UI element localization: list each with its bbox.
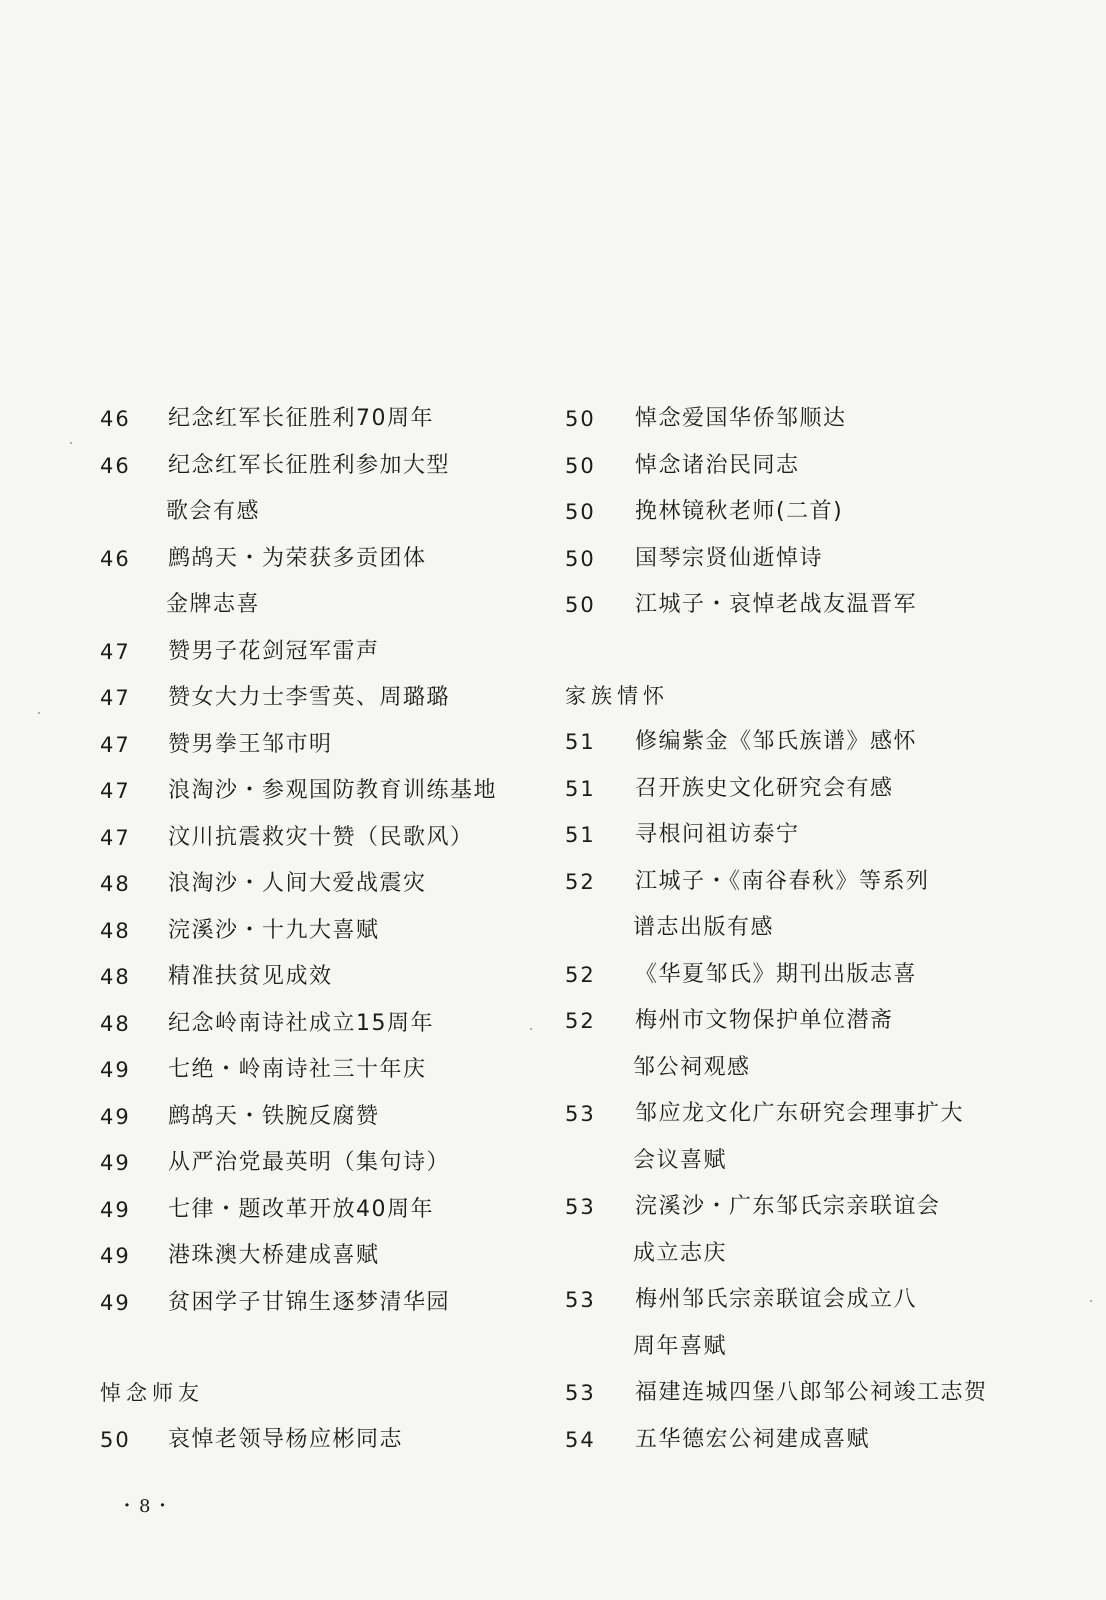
toc-page-number: 48 [100, 918, 131, 943]
toc-title: 五华德宏公祠建成喜赋 [635, 1426, 871, 1452]
toc-title: 纪念岭南诗社成立15周年 [168, 1010, 434, 1036]
toc-title-continuation: 歌会有感 [166, 499, 261, 524]
toc-entry [565, 952, 1015, 999]
toc-page-number: 49 [100, 1058, 131, 1082]
toc-page-number: 54 [565, 1427, 596, 1452]
toc-page-number: 52 [565, 1009, 596, 1033]
toc-title: 赞女大力士李雪英、周璐璐 [168, 685, 451, 710]
toc-entry [100, 1417, 530, 1464]
section-gap [100, 1326, 530, 1370]
toc-entry [565, 1370, 1015, 1417]
toc-page-number: 49 [100, 1290, 131, 1315]
toc-title: 赞男拳王邹市明 [168, 731, 333, 757]
toc-title-continuation: 成立志庆 [633, 1240, 728, 1266]
toc-entry [565, 766, 1015, 813]
toc-title: 七律・题改革开放40周年 [168, 1196, 434, 1222]
toc-entry [565, 489, 1015, 536]
toc-title-continuation: 谱志出版有感 [633, 915, 775, 940]
toc-title: 江城子・哀悼老战友温晋军 [635, 592, 918, 617]
toc-title: 从严治党最英明（集句诗） [168, 1150, 451, 1175]
toc-entry-continuation [565, 1045, 1015, 1092]
toc-title: 鹧鸪天・为荣获多贡团体 [168, 545, 427, 571]
toc-page-number: 50 [100, 1427, 131, 1452]
toc-page-number: 47 [100, 779, 131, 803]
toc-entry [565, 582, 1015, 629]
toc-title: 寻根问祖访泰宁 [635, 822, 800, 847]
toc-title: 悼念诸治民同志 [635, 452, 800, 478]
toc-entry [565, 536, 1015, 583]
toc-entry [565, 396, 1015, 443]
toc-page-number: 50 [565, 500, 596, 524]
toc-title: 浣溪沙・十九大喜赋 [168, 917, 380, 943]
toc-page-number: 49 [100, 1197, 131, 1222]
toc-entry-continuation [565, 1324, 1015, 1371]
toc-entry [100, 861, 530, 908]
toc-entry [565, 998, 1015, 1045]
toc-entry [100, 768, 530, 815]
toc-title: 浪淘沙・人间大爱战震灾 [168, 871, 427, 896]
toc-entry [100, 629, 530, 676]
toc-page-number: 48 [100, 872, 131, 896]
toc-entry [565, 1417, 1015, 1464]
toc-entry [100, 443, 530, 490]
section-heading: 悼念师友 [100, 1381, 204, 1405]
toc-entry [100, 722, 530, 769]
scan-speck [530, 1028, 532, 1030]
page-number: ・8・ [118, 1496, 175, 1517]
toc-title: 纪念红军长征胜利参加大型 [168, 452, 451, 478]
toc-entry [565, 1184, 1015, 1231]
toc-entry-continuation [100, 489, 530, 536]
toc-title: 梅州邹氏宗亲联谊会成立八 [635, 1287, 918, 1312]
toc-page-number: 49 [100, 1244, 131, 1268]
section-gap [565, 629, 1015, 673]
toc-entry [100, 1140, 530, 1187]
toc-entry [565, 443, 1015, 490]
toc-page-number: 47 [100, 732, 131, 757]
toc-title: 贫困学子甘锦生逐梦清华园 [168, 1289, 451, 1315]
toc-left-column [100, 396, 530, 1463]
toc-title: 国琴宗贤仙逝悼诗 [635, 545, 824, 571]
toc-title: 赞男子花剑冠军雷声 [168, 638, 380, 664]
toc-title: 召开族史文化研究会有感 [635, 775, 894, 801]
toc-title-continuation: 周年喜赋 [633, 1333, 728, 1359]
toc-title: 哀悼老领导杨应彬同志 [168, 1426, 404, 1452]
toc-title-continuation: 金牌志喜 [166, 592, 261, 617]
toc-page-number: 47 [100, 639, 131, 664]
toc-page-number: 51 [565, 776, 596, 801]
toc-entry [100, 815, 530, 862]
toc-page-number: 50 [565, 453, 596, 478]
scan-speck [70, 442, 72, 444]
toc-page-number: 53 [565, 1381, 596, 1405]
toc-title: 精准扶贫见成效 [168, 964, 333, 989]
toc-page-number: 51 [565, 823, 596, 847]
toc-entry [100, 1187, 530, 1234]
toc-page-number: 47 [100, 825, 131, 850]
toc-entry-continuation [565, 1231, 1015, 1278]
toc-page-number: 51 [565, 730, 596, 754]
toc-entry [100, 954, 530, 1001]
toc-page-number: 46 [100, 546, 131, 571]
toc-right-column [565, 396, 1015, 1463]
toc-page-number: 50 [565, 407, 596, 431]
toc-entry [100, 1233, 530, 1280]
toc-entry [100, 908, 530, 955]
toc-title: 纪念红军长征胜利70周年 [168, 406, 434, 431]
toc-title: 《华夏邹氏》期刊出版志喜 [635, 961, 918, 987]
toc-entry [100, 1280, 530, 1327]
toc-entry-continuation [100, 582, 530, 629]
toc-page-number: 50 [565, 593, 596, 617]
toc-page-number: 48 [100, 1011, 131, 1036]
toc-entry [565, 1091, 1015, 1138]
scan-speck [38, 712, 40, 714]
toc-title: 江城子・《南谷春秋》等系列 [635, 868, 930, 894]
toc-page-number: 47 [100, 686, 131, 710]
toc-title: 修编紫金《邹氏族谱》感怀 [635, 729, 918, 754]
toc-entry [100, 1001, 530, 1048]
toc-entry [565, 1277, 1015, 1324]
toc-page-number: 53 [565, 1288, 596, 1312]
toc-title-continuation: 会议喜赋 [633, 1147, 728, 1173]
toc-page-number: 48 [100, 965, 131, 989]
toc-title: 港珠澳大桥建成喜赋 [168, 1243, 380, 1268]
section-heading: 家族情怀 [565, 683, 669, 708]
toc-page-number: 53 [565, 1195, 596, 1219]
scan-speck [1090, 1300, 1092, 1302]
toc-entry [565, 812, 1015, 859]
toc-page-number: 52 [565, 962, 596, 987]
toc-page-number: 52 [565, 869, 596, 894]
toc-entry [100, 536, 530, 583]
toc-entry [565, 719, 1015, 766]
toc-entry [100, 1094, 530, 1141]
toc-page-number: 46 [100, 453, 131, 478]
toc-title: 七绝・岭南诗社三十年庆 [168, 1057, 427, 1082]
toc-page-number: 53 [565, 1102, 596, 1126]
toc-title: 鹧鸪天・铁腕反腐赞 [168, 1103, 380, 1129]
toc-entry [100, 396, 530, 443]
toc-entry-continuation [565, 1138, 1015, 1185]
toc-title: 梅州市文物保护单位潜斋 [635, 1008, 894, 1033]
toc-title: 邹应龙文化广东研究会理事扩大 [635, 1101, 965, 1126]
toc-entry [100, 1047, 530, 1094]
toc-page-number: 49 [100, 1104, 131, 1129]
toc-title: 汶川抗震救灾十赞（民歌风） [168, 824, 474, 850]
toc-title: 浣溪沙・广东邹氏宗亲联谊会 [635, 1194, 941, 1219]
toc-title: 福建连城四堡八郎邹公祠竣工志贺 [635, 1380, 988, 1405]
toc-title: 浪淘沙・参观国防教育训练基地 [168, 778, 498, 803]
toc-page-number: 49 [100, 1151, 131, 1175]
toc-title-continuation: 邹公祠观感 [633, 1054, 751, 1080]
toc-entry [100, 675, 530, 722]
toc-entry [565, 859, 1015, 906]
toc-title: 悼念爱国华侨邹顺达 [635, 406, 847, 431]
toc-title: 挽林镜秋老师(二首) [635, 499, 844, 524]
toc-page-number: 46 [100, 407, 131, 431]
toc-page-number: 50 [565, 546, 596, 571]
toc-entry-continuation [565, 905, 1015, 952]
